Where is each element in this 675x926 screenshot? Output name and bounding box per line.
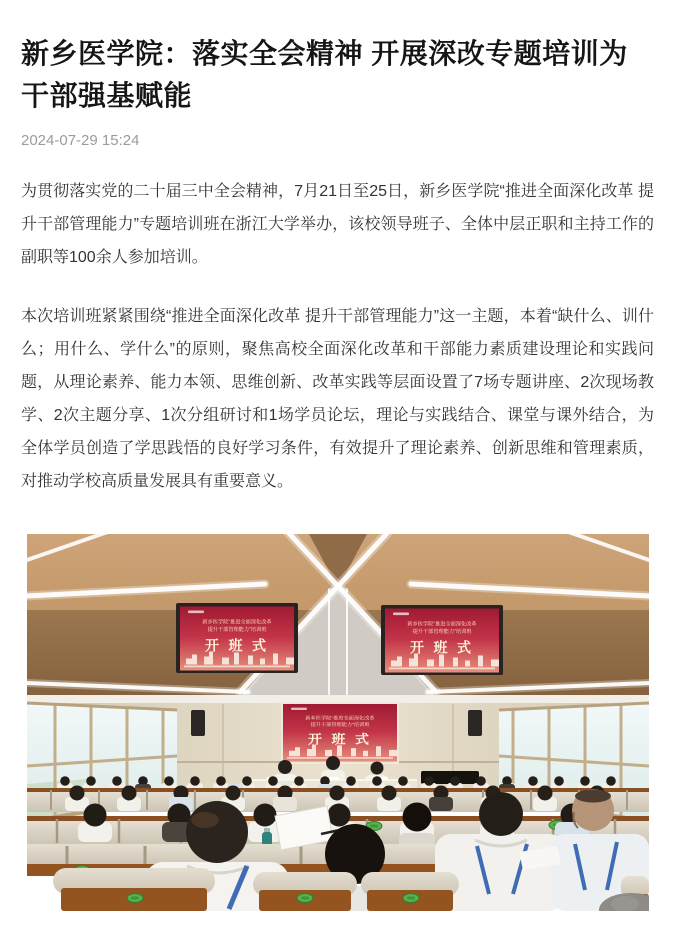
page [0,33,675,911]
tv-screen-right [381,605,503,675]
article [0,33,675,911]
article-paragraph-2: 本次培训班紧紧围绕“推进全面深化改革 提升干部管理能力”这一主题，本着“缺什么、训什么；用什么、学什么”的原则，聚焦高校全面深化改革和干部能力素质建设理论和实践问题，从理论素养、能力本领、思维创新、改革实践等层面设置了7场专题讲座、2次现场教学、2次主题分享、1次分组研讨和1场学员论坛，理论与实践结合、课堂与课外结合，为全体学员创造了学思践悟的良好学习条件，有效提升了理论素养、创新思维和管理素质，对推动学校高质量发展具有重要意义。 [21,308,654,490]
page-title: 新乡医学院：落实全会精神 开展深改专题培训为干部强基赋能 [21,38,628,111]
publish-date: 2024-07-29 15:24 [21,132,140,149]
conference-photo-illustration [27,534,649,911]
article-paragraph-1: 为贯彻落实党的二十届三中全会精神，7月21日至25日，新乡医学院“推进全面深化改革 提升干部管理能力”专题培训班在浙江大学举办，该校领导班子、全体中层正职和主持工作的副职等100余人参加培训。 [21,183,654,266]
conference-photo [27,534,649,911]
projection-screen [281,702,399,764]
left-speaker [191,710,205,736]
ceiling [27,534,649,710]
tv-screen-left [176,603,298,673]
right-speaker [468,710,482,736]
